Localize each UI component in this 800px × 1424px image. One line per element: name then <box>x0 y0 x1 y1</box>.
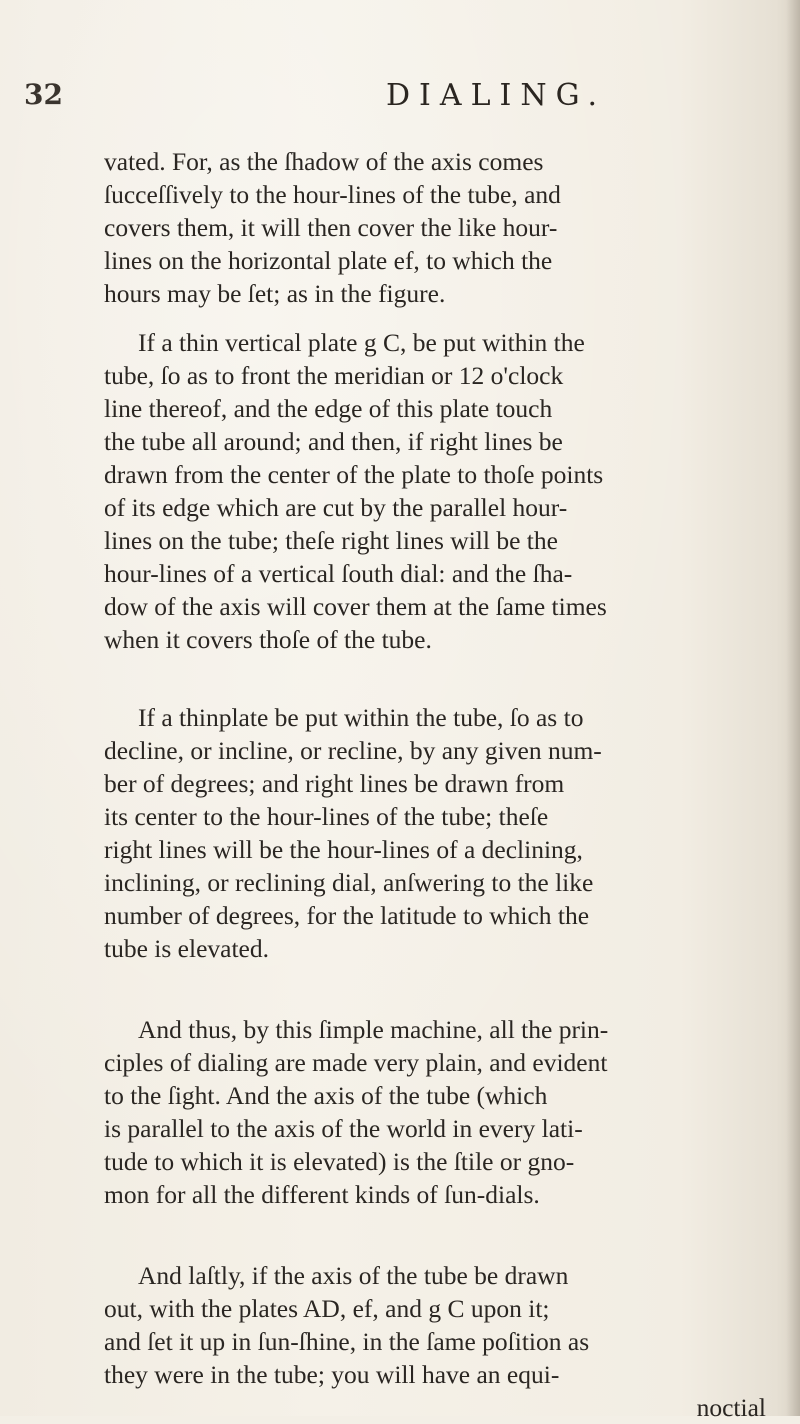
running-head: DIALING. <box>386 78 607 113</box>
text-line: and ſet it up in ſun-ſhine, in the ſame poſition as <box>104 1327 590 1356</box>
text-line: tube is elevated. <box>104 934 269 963</box>
paragraph-2 <box>104 326 768 656</box>
page-number: 32 <box>24 78 63 111</box>
text-line: covers them, it will then cover the like hour- <box>104 213 558 242</box>
text-line: they were in the tube; you will have an equi- <box>104 1360 560 1389</box>
text-line: If a thin vertical plate g C, be put within the <box>138 328 585 357</box>
paragraph-1 <box>104 145 768 310</box>
body-text <box>104 128 768 1424</box>
text-line: hour-lines of a vertical ſouth dial: and the ſha- <box>104 559 573 588</box>
page-edge-shadow <box>786 0 800 1416</box>
catchword: noctial <box>696 1393 766 1422</box>
text-line: tude to which it is elevated) is the ſtile or gno- <box>104 1147 575 1176</box>
text-line: out, with the plates AD, ef, and g C upon it; <box>104 1294 550 1323</box>
text-line: number of degrees, for the latitude to which the <box>104 901 590 930</box>
text-line: the tube all around; and then, if right lines be <box>104 427 563 456</box>
page-header <box>24 78 764 118</box>
text-line: inclining, or reclining dial, anſwering to the like <box>104 868 594 897</box>
text-line: And laſtly, if the axis of the tube be drawn <box>138 1261 569 1290</box>
text-line: when it covers thoſe of the tube. <box>104 625 432 654</box>
text-line: vated. For, as the ſhadow of the axis comes <box>104 147 544 176</box>
text-line: ciples of dialing are made very plain, and evident <box>104 1048 608 1077</box>
text-line: hours may be ſet; as in the figure. <box>104 279 446 308</box>
text-line: tube, ſo as to front the meridian or 12 o'clock <box>104 361 564 390</box>
text-line: And thus, by this ſimple machine, all the prin- <box>138 1015 609 1044</box>
text-line: of its edge which are cut by the parallel hour- <box>104 493 568 522</box>
text-line: mon for all the different kinds of ſun-dials. <box>104 1180 540 1209</box>
text-line: lines on the horizontal plate ef, to which the <box>104 246 553 275</box>
text-line: right lines will be the hour-lines of a declining, <box>104 835 583 864</box>
text-line: lines on the tube; theſe right lines will be the <box>104 526 558 555</box>
text-line: decline, or incline, or recline, by any given num- <box>104 736 602 765</box>
text-line: to the ſight. And the axis of the tube (which <box>104 1081 548 1110</box>
text-line: If a thinplate be put within the tube, ſo as to <box>138 703 584 732</box>
text-line: is parallel to the axis of the world in every lati- <box>104 1114 583 1143</box>
paragraph-4 <box>104 1013 768 1211</box>
paragraph-3 <box>104 701 768 965</box>
text-line: dow of the axis will cover them at the ſame times <box>104 592 607 621</box>
text-line: drawn from the center of the plate to thoſe points <box>104 460 604 489</box>
text-line: line thereof, and the edge of this plate touch <box>104 394 553 423</box>
text-line: ber of degrees; and right lines be drawn from <box>104 769 565 798</box>
paragraph-5 <box>104 1259 768 1424</box>
text-line: its center to the hour-lines of the tube; theſe <box>104 802 549 831</box>
text-line: ſucceſſively to the hour-lines of the tube, and <box>104 180 561 209</box>
